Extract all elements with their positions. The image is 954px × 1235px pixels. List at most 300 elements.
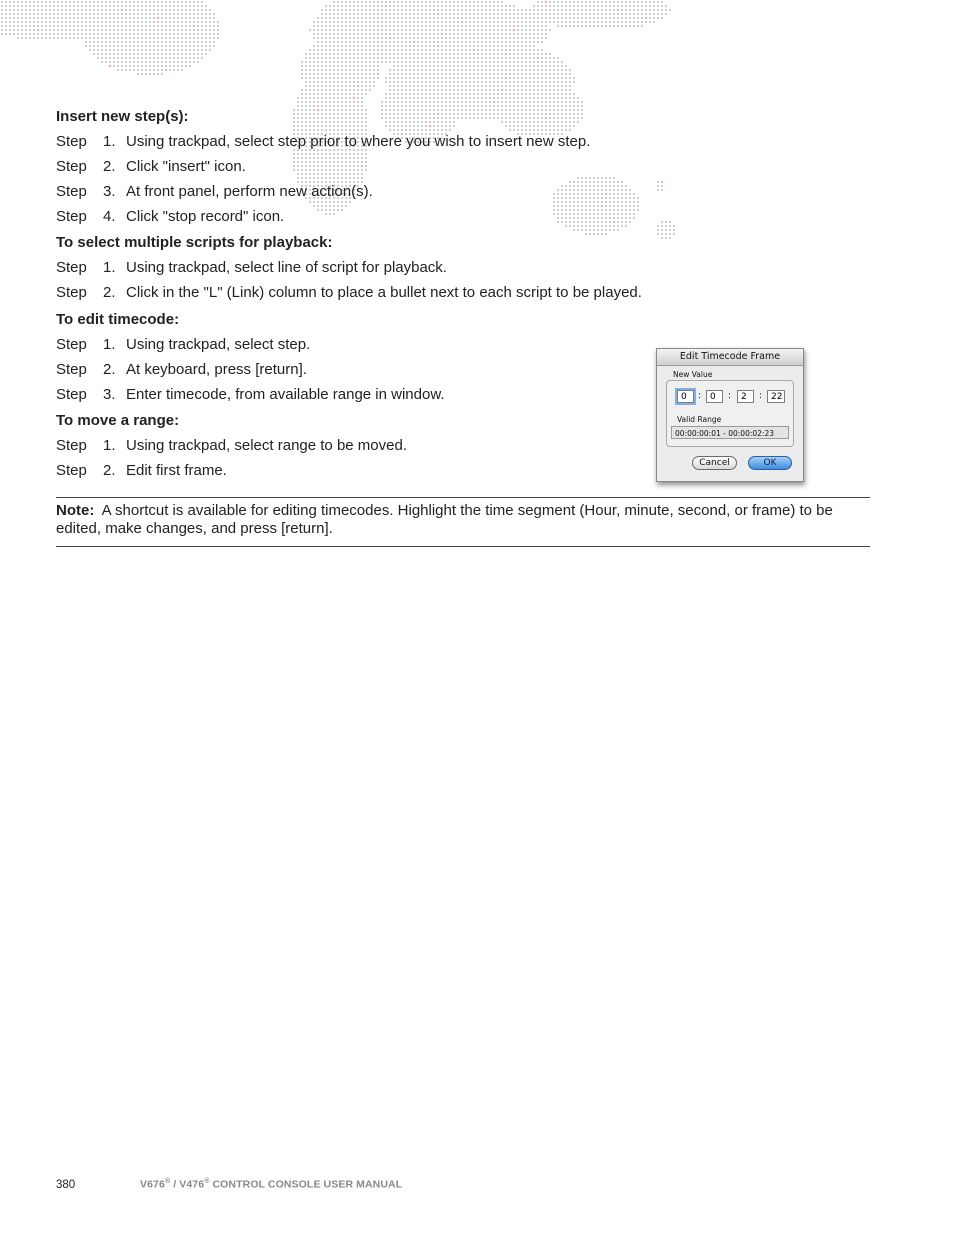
map-dot [201, 1, 203, 3]
map-dot [193, 13, 195, 15]
map-dot [553, 197, 555, 199]
map-dot [137, 25, 139, 27]
map-dot [157, 41, 159, 43]
map-dot [541, 37, 543, 39]
map-dot [437, 17, 439, 19]
map-dot [169, 61, 171, 63]
map-dot [125, 33, 127, 35]
map-dot [497, 9, 499, 11]
map-dot [365, 81, 367, 83]
map-dot [113, 29, 115, 31]
map-dot [481, 1, 483, 3]
map-dot [185, 9, 187, 11]
map-dot [517, 61, 519, 63]
map-dot [633, 25, 635, 27]
map-dot [325, 21, 327, 23]
map-dot [561, 125, 563, 127]
map-dot [125, 17, 127, 19]
map-dot [361, 41, 363, 43]
map-dot [509, 125, 511, 127]
map-dot [297, 101, 299, 103]
map-dot [329, 105, 331, 107]
map-dot [189, 9, 191, 11]
map-dot [501, 101, 503, 103]
map-dot [73, 1, 75, 3]
map-dot [485, 105, 487, 107]
map-dot [161, 45, 163, 47]
map-dot [637, 201, 639, 203]
minutes-field[interactable]: 0 [706, 390, 723, 403]
step-number: 2. [103, 158, 116, 175]
map-dot [413, 13, 415, 15]
map-dot [465, 45, 467, 47]
map-dot [153, 25, 155, 27]
map-dot [125, 5, 127, 7]
map-dot [61, 17, 63, 19]
map-dot [393, 85, 395, 87]
map-dot [413, 25, 415, 27]
map-dot [349, 25, 351, 27]
map-dot [429, 93, 431, 95]
map-dot [353, 13, 355, 15]
step-number: 2. [103, 361, 116, 378]
map-dot [349, 165, 351, 167]
map-dot [505, 117, 507, 119]
map-dot [325, 69, 327, 71]
map-dot [481, 53, 483, 55]
map-dot [477, 81, 479, 83]
map-dot [353, 89, 355, 91]
map-dot [165, 29, 167, 31]
map-dot [481, 37, 483, 39]
map-dot [5, 13, 7, 15]
map-dot [469, 81, 471, 83]
map-dot [513, 81, 515, 83]
map-dot [469, 65, 471, 67]
map-dot [513, 125, 515, 127]
seconds-field[interactable]: 2 [737, 390, 754, 403]
map-dot [461, 49, 463, 51]
map-dot [393, 9, 395, 11]
map-dot [477, 29, 479, 31]
map-dot [629, 209, 631, 211]
map-dot [569, 201, 571, 203]
map-dot [461, 29, 463, 31]
map-dot [565, 77, 567, 79]
map-dot [545, 13, 547, 15]
map-dot [329, 61, 331, 63]
map-dot [413, 105, 415, 107]
map-dot [205, 5, 207, 7]
map-dot [553, 77, 555, 79]
map-dot [217, 29, 219, 31]
map-dot [501, 37, 503, 39]
map-dot [349, 97, 351, 99]
map-dot [365, 153, 367, 155]
map-dot [29, 21, 31, 23]
map-dot [149, 21, 151, 23]
map-dot [521, 77, 523, 79]
map-dot [453, 81, 455, 83]
map-dot [17, 25, 19, 27]
map-dot [521, 109, 523, 111]
map-dot [133, 29, 135, 31]
map-dot [461, 1, 463, 3]
map-dot [377, 1, 379, 3]
map-dot [557, 129, 559, 131]
map-dot [473, 49, 475, 51]
map-dot [601, 193, 603, 195]
map-dot [573, 205, 575, 207]
map-dot [437, 101, 439, 103]
map-dot [361, 165, 363, 167]
map-dot [341, 89, 343, 91]
map-dot [345, 13, 347, 15]
map-dot [541, 69, 543, 71]
map-dot [165, 41, 167, 43]
map-dot [425, 29, 427, 31]
step-number: 1. [103, 336, 116, 353]
map-dot [65, 9, 67, 11]
map-dot [113, 57, 115, 59]
map-dot [505, 81, 507, 83]
map-dot [405, 69, 407, 71]
map-dot [561, 97, 563, 99]
frames-field[interactable]: 22 [767, 390, 785, 403]
map-dot [577, 225, 579, 227]
map-dot [293, 121, 295, 123]
map-dot [413, 33, 415, 35]
map-dot [405, 45, 407, 47]
map-dot [521, 21, 523, 23]
map-dot [661, 229, 663, 231]
map-dot [109, 5, 111, 7]
map-dot [545, 21, 547, 23]
map-dot [313, 177, 315, 179]
map-dot [313, 173, 315, 175]
map-dot [205, 37, 207, 39]
map-dot [669, 225, 671, 227]
map-dot [85, 1, 87, 3]
map-dot [601, 233, 603, 235]
map-dot [205, 33, 207, 35]
map-dot [385, 29, 387, 31]
map-dot [1, 25, 3, 27]
map-dot [529, 113, 531, 115]
map-dot [609, 221, 611, 223]
map-dot [161, 37, 163, 39]
map-dot [585, 221, 587, 223]
map-dot [593, 209, 595, 211]
map-dot [413, 1, 415, 3]
map-dot [121, 65, 123, 67]
map-dot [581, 101, 583, 103]
map-dot [449, 17, 451, 19]
map-dot [37, 9, 39, 11]
map-dot [541, 61, 543, 63]
map-dot [305, 85, 307, 87]
step-text: Click "stop record" icon. [126, 208, 285, 225]
map-dot [605, 205, 607, 207]
map-dot [593, 229, 595, 231]
map-dot [369, 49, 371, 51]
map-dot [105, 45, 107, 47]
map-dot [545, 117, 547, 119]
map-dot [137, 41, 139, 43]
map-dot [201, 37, 203, 39]
map-dot [625, 1, 627, 3]
map-dot [465, 113, 467, 115]
map-dot [105, 57, 107, 59]
map-dot [529, 97, 531, 99]
map-dot [537, 1, 539, 3]
map-dot [333, 65, 335, 67]
map-dot [209, 29, 211, 31]
map-dot [537, 69, 539, 71]
map-dot [93, 13, 95, 15]
map-dot [137, 9, 139, 11]
map-dot [497, 1, 499, 3]
map-dot [365, 121, 367, 123]
map-dot [417, 65, 419, 67]
map-dot [457, 49, 459, 51]
map-dot [517, 29, 519, 31]
map-dot [89, 49, 91, 51]
map-dot [341, 201, 343, 203]
map-dot [337, 49, 339, 51]
map-dot [509, 25, 511, 27]
map-dot [397, 61, 399, 63]
map-dot [473, 65, 475, 67]
map-dot [533, 109, 535, 111]
map-dot [533, 41, 535, 43]
map-dot [329, 201, 331, 203]
map-dot [433, 69, 435, 71]
map-dot [605, 181, 607, 183]
map-dot [149, 29, 151, 31]
map-dot [485, 65, 487, 67]
map-dot [365, 37, 367, 39]
map-dot [57, 21, 59, 23]
map-dot [353, 45, 355, 47]
map-dot [325, 117, 327, 119]
map-dot [129, 9, 131, 11]
map-dot [57, 29, 59, 31]
map-dot [569, 113, 571, 115]
map-dot [317, 69, 319, 71]
map-dot [157, 5, 159, 7]
map-dot [497, 65, 499, 67]
map-dot [145, 73, 147, 75]
map-dot [517, 81, 519, 83]
map-dot [129, 41, 131, 43]
map-dot [549, 117, 551, 119]
map-dot [133, 33, 135, 35]
map-dot [301, 61, 303, 63]
map-dot [105, 21, 107, 23]
map-dot [441, 121, 443, 123]
map-dot [485, 97, 487, 99]
map-dot [433, 61, 435, 63]
map-dot [461, 69, 463, 71]
map-dot [629, 25, 631, 27]
map-dot [301, 117, 303, 119]
map-dot [181, 57, 183, 59]
map-dot [513, 85, 515, 87]
map-dot [45, 9, 47, 11]
map-dot [585, 181, 587, 183]
map-dot [385, 37, 387, 39]
map-dot [565, 117, 567, 119]
map-dot [77, 33, 79, 35]
map-dot [425, 125, 427, 127]
map-dot [449, 41, 451, 43]
map-dot [133, 5, 135, 7]
map-dot [301, 121, 303, 123]
map-dot [349, 13, 351, 15]
map-dot [489, 93, 491, 95]
map-dot [57, 13, 59, 15]
map-dot [341, 205, 343, 207]
map-dot [337, 13, 339, 15]
map-dot [477, 117, 479, 119]
map-dot [337, 117, 339, 119]
map-dot [469, 37, 471, 39]
map-dot [113, 53, 115, 55]
map-dot [505, 29, 507, 31]
map-dot [621, 205, 623, 207]
map-dot [629, 17, 631, 19]
map-dot [453, 25, 455, 27]
map-dot [429, 9, 431, 11]
map-dot [133, 9, 135, 11]
map-dot [309, 165, 311, 167]
map-dot [329, 153, 331, 155]
map-dot [49, 29, 51, 31]
map-dot [597, 213, 599, 215]
map-dot [105, 33, 107, 35]
map-dot [609, 213, 611, 215]
map-dot [509, 37, 511, 39]
map-dot [553, 201, 555, 203]
map-dot [565, 85, 567, 87]
map-dot [365, 73, 367, 75]
map-dot [537, 77, 539, 79]
map-dot [477, 97, 479, 99]
map-dot [569, 209, 571, 211]
map-dot [489, 105, 491, 107]
map-dot [125, 21, 127, 23]
map-dot [65, 25, 67, 27]
map-dot [305, 97, 307, 99]
map-dot [573, 225, 575, 227]
map-dot [425, 33, 427, 35]
map-dot [161, 17, 163, 19]
map-dot [117, 41, 119, 43]
map-dot [329, 29, 331, 31]
map-dot [501, 33, 503, 35]
cancel-button[interactable]: Cancel [692, 456, 737, 470]
map-dot [393, 21, 395, 23]
map-dot [445, 49, 447, 51]
map-dot [209, 25, 211, 27]
map-dot [149, 25, 151, 27]
map-dot [169, 9, 171, 11]
map-dot [657, 185, 659, 187]
map-dot [589, 193, 591, 195]
map-dot [629, 221, 631, 223]
map-dot [373, 45, 375, 47]
map-dot [357, 69, 359, 71]
map-dot [169, 1, 171, 3]
map-dot [517, 89, 519, 91]
map-dot [165, 69, 167, 71]
map-dot [417, 129, 419, 131]
map-dot [585, 17, 587, 19]
map-dot [401, 109, 403, 111]
map-dot [437, 53, 439, 55]
map-dot [473, 57, 475, 59]
map-dot [333, 177, 335, 179]
map-dot [5, 29, 7, 31]
map-dot [409, 25, 411, 27]
map-dot [525, 57, 527, 59]
map-dot [393, 25, 395, 27]
map-dot [577, 21, 579, 23]
map-dot [421, 85, 423, 87]
map-dot [385, 5, 387, 7]
dialog-title: Edit Timecode Frame [657, 349, 803, 366]
map-dot [633, 13, 635, 15]
map-dot [573, 189, 575, 191]
map-dot [661, 17, 663, 19]
map-dot [321, 45, 323, 47]
map-dot [529, 73, 531, 75]
map-dot [521, 121, 523, 123]
map-dot [569, 13, 571, 15]
map-dot [365, 13, 367, 15]
map-dot [165, 65, 167, 67]
map-dot [525, 69, 527, 71]
map-dot [509, 81, 511, 83]
map-dot [309, 29, 311, 31]
map-dot [549, 109, 551, 111]
map-dot [405, 77, 407, 79]
map-dot [393, 81, 395, 83]
map-dot [337, 169, 339, 171]
hours-field[interactable]: 0 [677, 390, 694, 403]
map-dot [409, 49, 411, 51]
map-dot [329, 69, 331, 71]
map-dot [101, 37, 103, 39]
map-dot [21, 25, 23, 27]
map-dot [485, 93, 487, 95]
map-dot [321, 33, 323, 35]
map-dot [405, 109, 407, 111]
map-dot [373, 73, 375, 75]
map-dot [525, 117, 527, 119]
map-dot [393, 29, 395, 31]
map-dot [445, 101, 447, 103]
map-dot [489, 9, 491, 11]
map-dot [433, 17, 435, 19]
map-dot [353, 85, 355, 87]
ok-button[interactable]: OK [748, 456, 792, 470]
map-dot [557, 109, 559, 111]
map-dot [353, 33, 355, 35]
map-dot [485, 113, 487, 115]
map-dot [313, 121, 315, 123]
